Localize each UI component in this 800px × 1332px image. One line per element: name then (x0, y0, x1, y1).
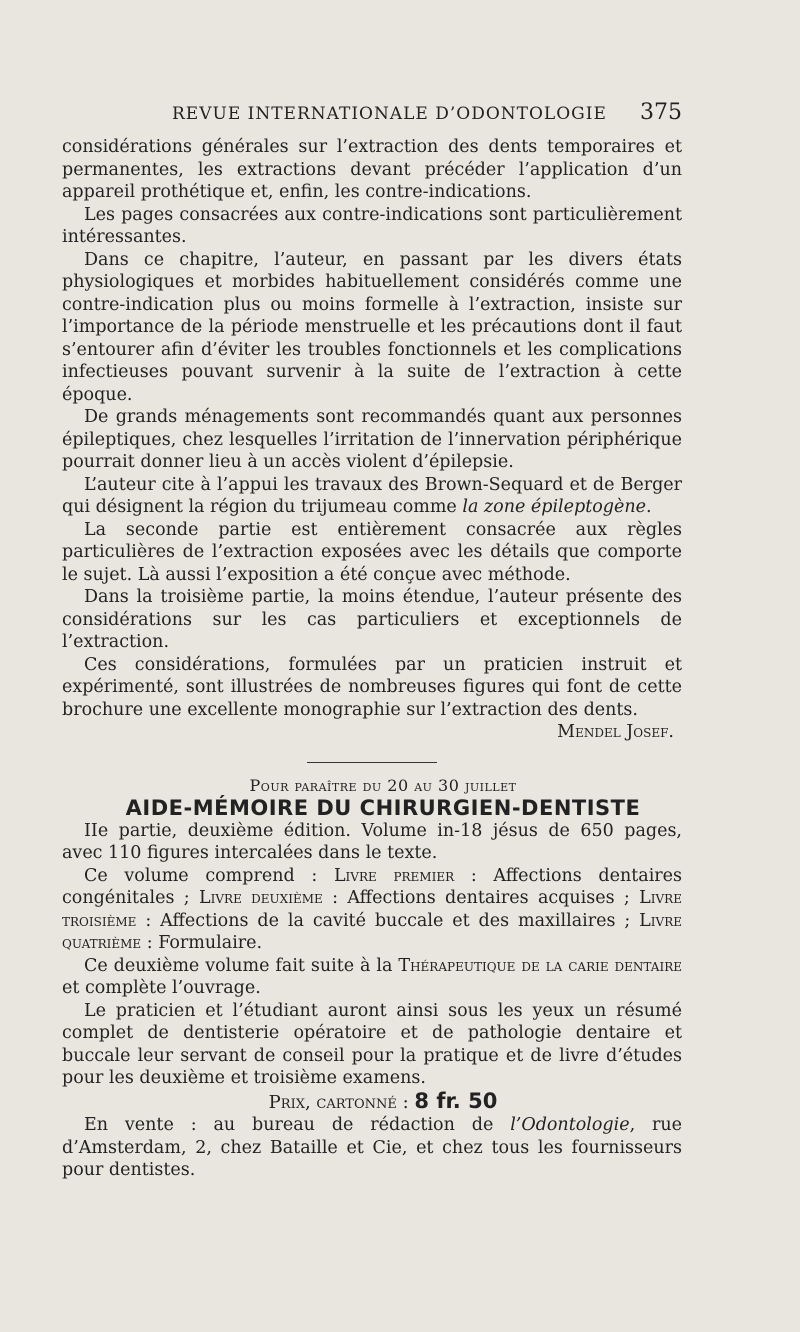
review-paragraph-brown-sequard (62, 474, 682, 519)
sale-info (62, 1114, 682, 1182)
contents-text: : Affections dentaires acquises ; (322, 888, 640, 908)
book-description: Le praticien et l’étudiant auront ainsi sous les yeux un résumé complet de dentisterie opératoire et de pathologie dentaire et buccale leur servant de conseil pour la pratique et de livre d’études pour les deuxième et troisième examens. (62, 1000, 682, 1088)
price-amount: 8 fr. 50 (414, 1088, 498, 1113)
contents-text: : Affections dentaires congénitales ; (62, 865, 683, 908)
review-paragraph: Dans ce chapitre, l’auteur, en passant par les divers états physiologiques et morbides habituellement considérés comme une contre-indication plus ou moins formelle à l’extraction, insiste sur l’importance de la période menstruelle et les précautions dont il faut s’entourer afin d’éviter les troubles fonctionnels et les complications infectieuses pouvant survenir à la suite de l’extraction à cette époque. (62, 249, 682, 405)
livre-troisieme: Livre troisième (62, 888, 682, 931)
livre-quatrieme: Livre quatrième (62, 910, 682, 953)
sale-end: , rue d’Amsterdam, 2, chez Bataille et Cie, et chez tous les fournisseurs pour dentistes. (62, 1115, 682, 1180)
price-line (62, 1090, 682, 1115)
journal-name: l’Odontologie (510, 1115, 630, 1135)
contents-lead: Ce volume comprend : (84, 865, 334, 886)
suite-lead: Ce deuxième volume fait suite à la (84, 955, 399, 976)
suite-end: et complète l’ouvrage. (62, 978, 261, 998)
review-paragraph: Dans la troisième partie, la moins étendue, l’auteur présente des considérations sur les cas particuliers et exceptionnels de l’extraction. (62, 587, 682, 652)
italic-term: la zone épileptogène (462, 497, 646, 517)
paragraph-end: . (645, 497, 652, 517)
review-paragraph: considérations générales sur l’extraction des dents temporaires et permanentes, les extractions devant précéder l’application d’un appareil prothétique et, enfin, les contre-indications. (62, 137, 682, 202)
review-paragraph: Ces considérations, formulées par un praticien instruit et expérimenté, sont illustrées de nombreuses figures qui font de cette brochure une excellente monographie sur l’extraction des dents. (62, 654, 682, 720)
review-paragraph: Les pages consacrées aux contre-indications sont particulièrement intéressantes. (62, 204, 682, 247)
livre-premier: Livre premier (333, 865, 455, 886)
section-divider (307, 762, 437, 763)
review-signature: Mendel Josef. (557, 722, 674, 742)
page-body (62, 136, 682, 1182)
page-number: 375 (640, 100, 682, 125)
sale-lead: En vente : au bureau de rédaction de (84, 1115, 511, 1135)
announcement-label: Pour paraître du 20 au 30 juillet (249, 775, 517, 795)
therapeutique-reference: Thérapeutique de la carie dentaire (398, 955, 682, 976)
livre-deuxieme: Livre deuxième (199, 888, 323, 908)
paragraph-text: L’auteur cite à l’appui les travaux des Brown-Sequard et de Berger qui désignent la région du trijumeau comme (62, 474, 682, 517)
book-title: AIDE-MÉMOIRE DU CHIRURGIEN-DENTISTE (125, 796, 641, 820)
review-paragraph: De grands ménagements sont recommandés quant aux personnes épileptiques, chez lesquelles l’irritation de l’innervation périphérique pourrait donner lieu à un accès violent d’épilepsie. (62, 407, 682, 472)
book-edition: IIe partie, deuxième édition. Volume in-18 jésus de 650 pages, avec 110 figures intercalées dans le texte. (62, 820, 682, 863)
book-contents (62, 865, 682, 955)
review-paragraph: La seconde partie est entièrement consacrée aux règles particulières de l’extraction exposées avec les détails que comporte le sujet. Là aussi l’exposition a été conçue avec méthode. (62, 519, 682, 585)
book-suite (62, 955, 682, 1000)
page-header (62, 100, 682, 128)
contents-text: : Affections de la cavité buccale et des maxillaires ; (136, 910, 640, 931)
running-title: REVUE INTERNATIONALE D’ODONTOLOGIE (172, 104, 607, 124)
price-label: Prix, cartonné : (268, 1091, 409, 1113)
contents-text: : Formulaire. (141, 933, 263, 953)
